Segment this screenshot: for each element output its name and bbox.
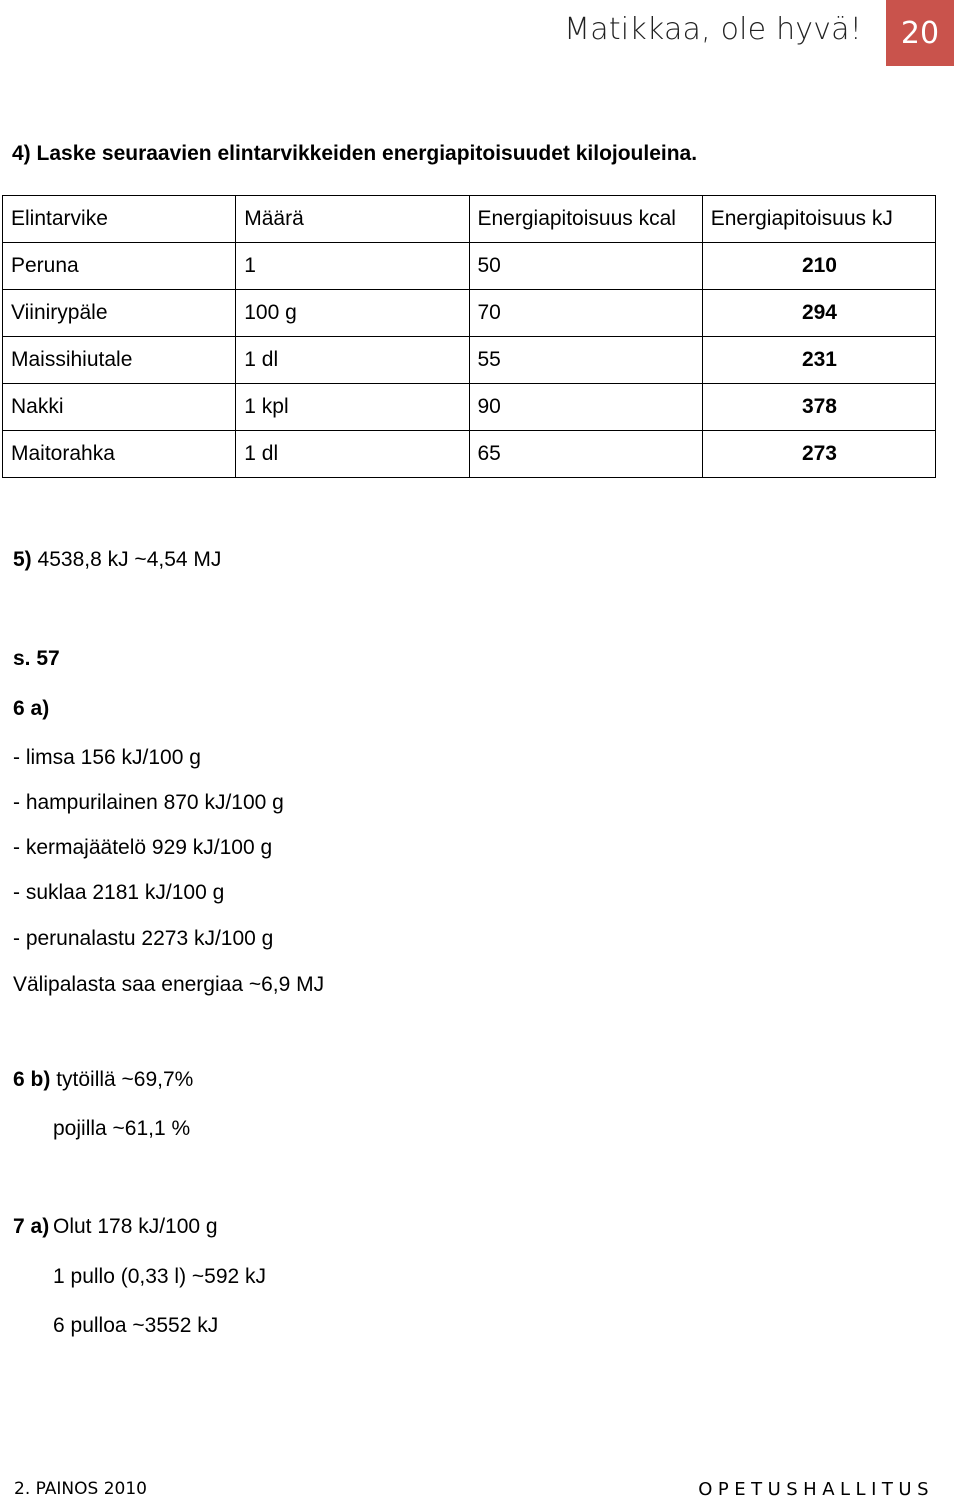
task5-label: 5) [13, 548, 32, 571]
list-item: - hampurilainen 870 kJ/100 g [13, 791, 284, 814]
food-cell: Maitorahka [3, 431, 236, 478]
task7a-line1: Olut 178 kJ/100 g [53, 1215, 218, 1238]
column-header: Elintarvike [3, 196, 236, 243]
column-header: Määrä [236, 196, 469, 243]
kcal-cell: 70 [469, 290, 702, 337]
list-item: - limsa 156 kJ/100 g [13, 746, 201, 769]
amount-cell: 100 g [236, 290, 469, 337]
kcal-cell: 50 [469, 243, 702, 290]
kj-cell: 210 [702, 243, 935, 290]
edition-label: 2. PAINOS 2010 [14, 1479, 147, 1499]
food-cell: Maissihiutale [3, 337, 236, 384]
task4-heading: 4) Laske seuraavien elintarvikkeiden energiapitoisuudet kilojouleina. [12, 142, 698, 165]
page-reference: s. 57 [13, 647, 60, 670]
kcal-cell: 90 [469, 384, 702, 431]
task7a-label: 7 a) [13, 1215, 50, 1238]
task6a-label: 6 a) [13, 697, 50, 720]
kj-cell: 273 [702, 431, 935, 478]
amount-cell: 1 dl [236, 431, 469, 478]
kj-cell: 294 [702, 290, 935, 337]
task6b-line1: tytöillä ~69,7% [56, 1068, 194, 1091]
amount-cell: 1 [236, 243, 469, 290]
task6b-line2: pojilla ~61,1 % [53, 1117, 191, 1140]
task6b-answer [13, 1068, 193, 1092]
list-item: - suklaa 2181 kJ/100 g [13, 881, 225, 904]
column-header: Energiapitoisuus kcal [469, 196, 702, 243]
table-row [3, 243, 936, 290]
energy-table [2, 195, 936, 478]
page-number-badge: 20 [886, 0, 954, 66]
table-row [3, 431, 936, 478]
publisher-logo: OPETUSHALLITUS [698, 1479, 934, 1500]
kcal-cell: 65 [469, 431, 702, 478]
kcal-cell: 55 [469, 337, 702, 384]
table-row [3, 337, 936, 384]
book-title: Matikkaa, ole hyvä! [564, 12, 862, 47]
task6a-conclusion: Välipalasta saa energiaa ~6,9 MJ [13, 973, 325, 996]
task5-value: 4538,8 kJ ~4,54 MJ [37, 548, 222, 571]
task7a-line2: 1 pullo (0,33 l) ~592 kJ [53, 1265, 267, 1288]
task6b-label: 6 b) [13, 1068, 51, 1091]
column-header: Energiapitoisuus kJ [702, 196, 935, 243]
list-item: - perunalastu 2273 kJ/100 g [13, 927, 274, 950]
list-item: - kermajäätelö 929 kJ/100 g [13, 836, 273, 859]
task7a-line3: 6 pulloa ~3552 kJ [53, 1314, 219, 1337]
kj-cell: 378 [702, 384, 935, 431]
table-header-row [3, 196, 936, 243]
amount-cell: 1 dl [236, 337, 469, 384]
table-row [3, 290, 936, 337]
kj-cell: 231 [702, 337, 935, 384]
table-row [3, 384, 936, 431]
amount-cell: 1 kpl [236, 384, 469, 431]
task5-answer [13, 548, 221, 572]
food-cell: Nakki [3, 384, 236, 431]
food-cell: Peruna [3, 243, 236, 290]
food-cell: Viinirypäle [3, 290, 236, 337]
